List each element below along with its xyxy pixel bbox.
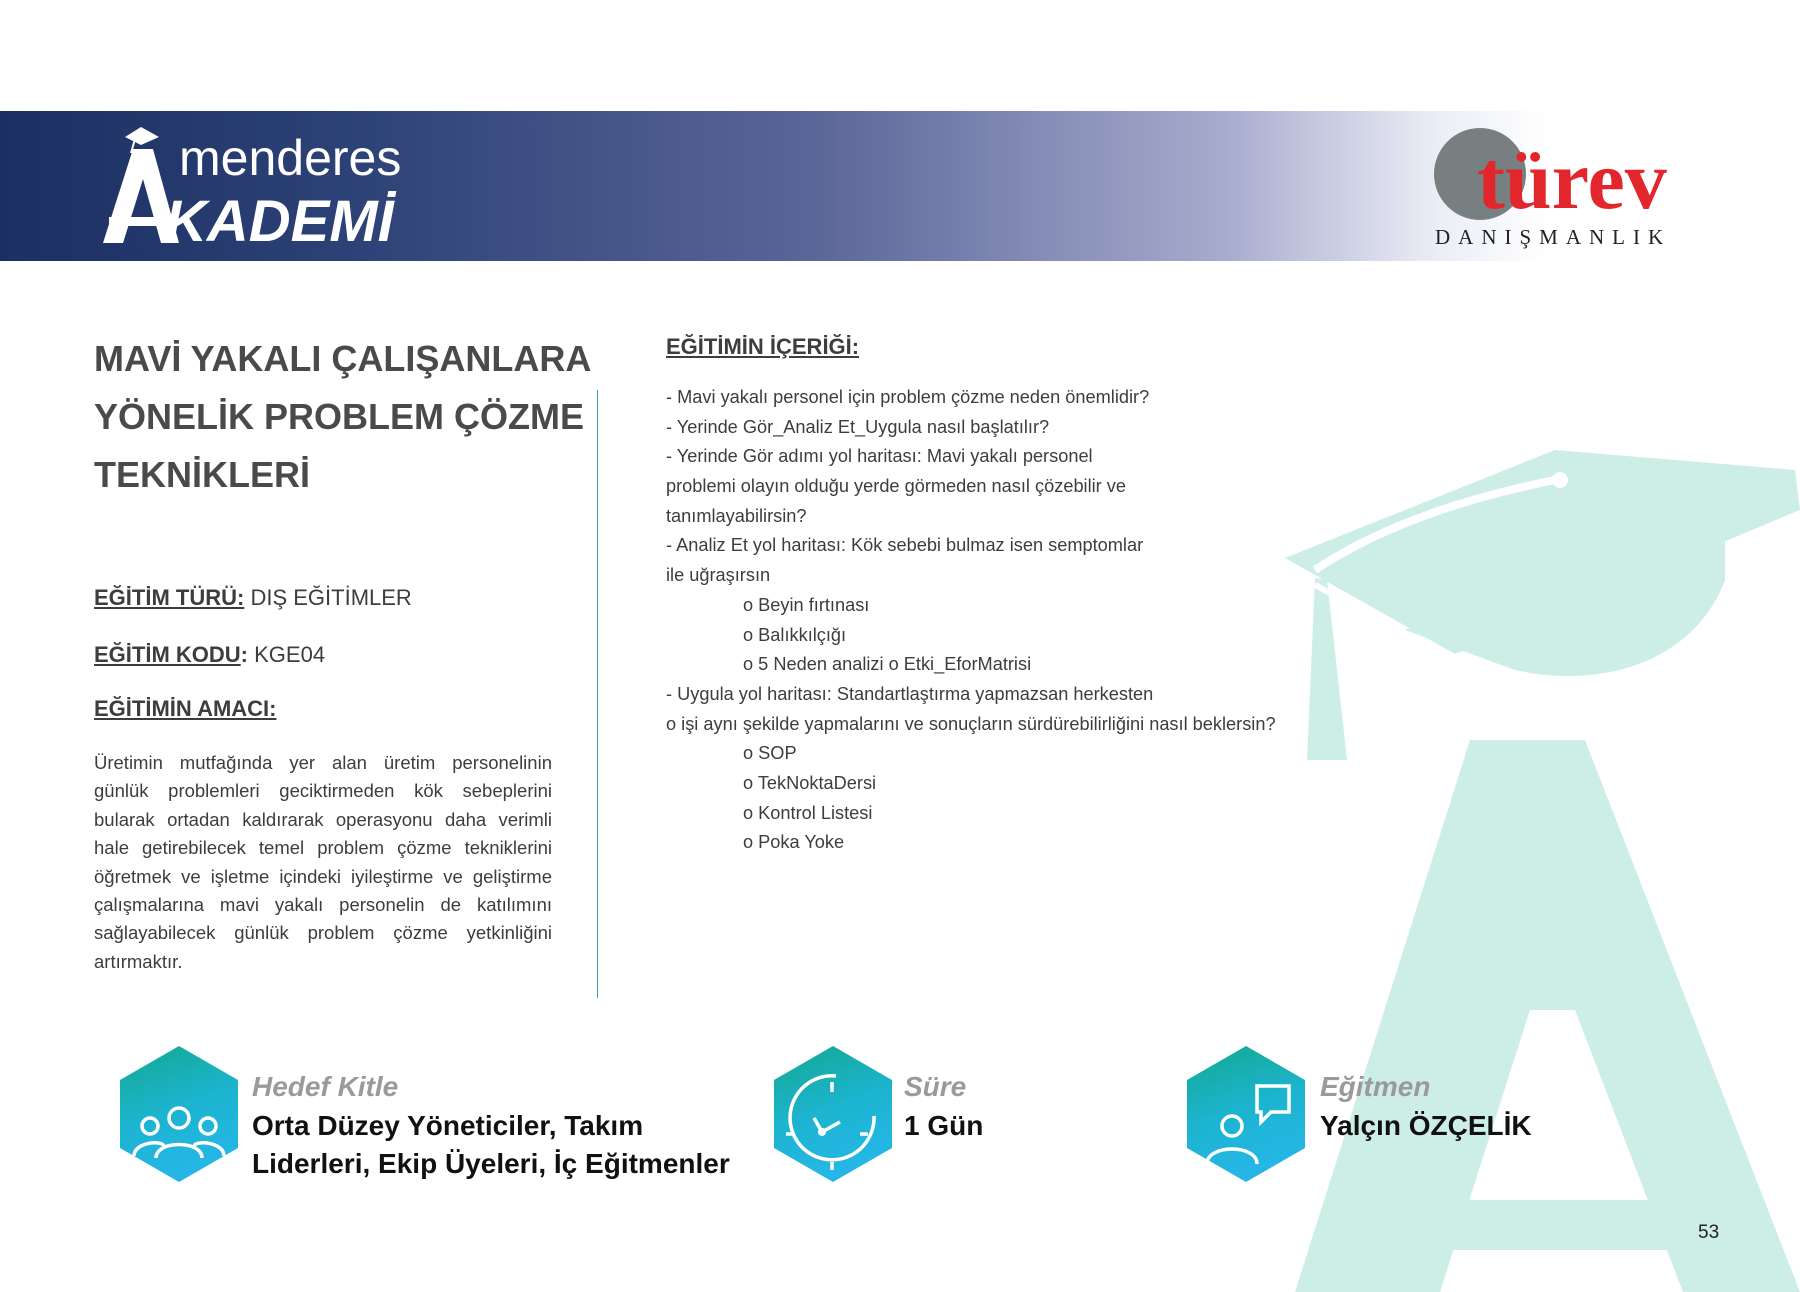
sure-caption: Süre	[904, 1071, 967, 1102]
amac-label: EĞİTİMİN AMACI:	[94, 696, 277, 721]
title-line-2: YÖNELİK PROBLEM ÇÖZME	[94, 396, 585, 437]
egitim-kodu-value: KGE04	[254, 642, 326, 667]
egitim-kodu	[94, 642, 325, 668]
icerik-subitem: o Kontrol Listesi	[743, 802, 873, 823]
hedef-kitle-value-line-1: Orta Düzey Yöneticiler, Takım	[252, 1110, 644, 1141]
icerik-line: ile uğraşırsın	[666, 565, 771, 586]
egitmen-caption: Eğitmen	[1320, 1071, 1431, 1102]
hedef-kitle-caption: Hedef Kitle	[252, 1071, 399, 1102]
icerik-subitem: o Balıkkılçığı	[743, 624, 847, 645]
egitim-turu	[94, 585, 412, 611]
akademi-a-watermark	[1255, 440, 1800, 1292]
icerik-subitem: o Beyin fırtınası	[743, 594, 870, 615]
egitim-turu-value: DIŞ EĞİTİMLER	[250, 585, 412, 610]
icerik-subitem: o Poka Yoke	[743, 832, 845, 853]
icerik-line: - Yerinde Gör adımı yol haritası: Mavi yakalı personel	[666, 446, 1093, 467]
sure-value: 1 Gün	[904, 1110, 984, 1141]
logo-turev-text: türev	[1477, 134, 1667, 227]
icerik-line: - Analiz Et yol haritası: Kök sebebi bulmaz isen semptomlar	[666, 535, 1144, 556]
icerik-line: problemi olayın olduğu yerde görmeden nasıl çözebilir ve	[666, 476, 1126, 497]
title-line-1: MAVİ YAKALI ÇALIŞANLARA	[94, 338, 592, 379]
icerik-line: - Uygula yol haritası: Standartlaştırma yapmazsan herkesten	[666, 683, 1154, 704]
logo-danismanlik-text: DANIŞMANLIK	[1435, 225, 1672, 249]
icerik-line: - Yerinde Gör_Analiz Et_Uygula nasıl başlatılır?	[666, 416, 1050, 437]
hedef-kitle-value-line-2: Liderleri, Ekip Üyeleri, İç Eğitmenler	[252, 1148, 730, 1179]
logo-menderes-text: menderes	[179, 130, 402, 186]
icerik-subitem: o TekNoktaDersi	[743, 772, 877, 793]
logo-akademi-text: KADEMİ	[165, 189, 394, 253]
amac-text: Üretimin mutfağında yer alan üretim personelinin günlük problemleri geciktirmeden kök sebeplerini bularak ortadan kaldırarak operasyonu daha verimli hale getirebilecek temel problem çözme tekniklerini öğretmek ve işletme içindeki iyileştirme ve geliştirme çalışmalarına mavi yakalı personelin de katılımını sağlayabilecek günlük problem çözme yetkinliğini artırmaktır.	[94, 752, 552, 972]
column-divider	[597, 390, 598, 998]
icerik-subitem: o 5 Neden analizi o Etki_EforMatrisi	[743, 654, 1032, 675]
turev-danismanlik-logo	[1425, 118, 1705, 253]
icerik-label: EĞİTİMİN İÇERİĞİ:	[666, 334, 860, 359]
egitmen-value: Yalçın ÖZÇELİK	[1320, 1110, 1532, 1141]
page-number: 53	[1698, 1222, 1720, 1243]
training-title	[94, 330, 594, 504]
icerik-line: tanımlayabilirsin?	[666, 505, 807, 526]
trainer-icon	[1187, 1046, 1305, 1182]
egitim-turu-label: EĞİTİM TÜRÜ:	[94, 585, 245, 610]
clock-icon	[774, 1046, 892, 1182]
people-icon	[120, 1046, 238, 1182]
menderes-akademi-logo	[95, 123, 455, 253]
icerik-list	[666, 383, 1276, 858]
title-line-3: TEKNİKLERİ	[94, 454, 310, 495]
icerik-subitem: o SOP	[743, 743, 797, 764]
egitim-kodu-label: EĞİTİM KODU	[94, 642, 241, 667]
icerik-line: - Mavi yakalı personel için problem çözme neden önemlidir?	[666, 387, 1150, 407]
icerik-line: o işi aynı şekilde yapmalarını ve sonuçların sürdürebilirliğini nasıl beklersin?	[666, 713, 1276, 734]
egitim-kodu-separator: :	[240, 642, 248, 667]
